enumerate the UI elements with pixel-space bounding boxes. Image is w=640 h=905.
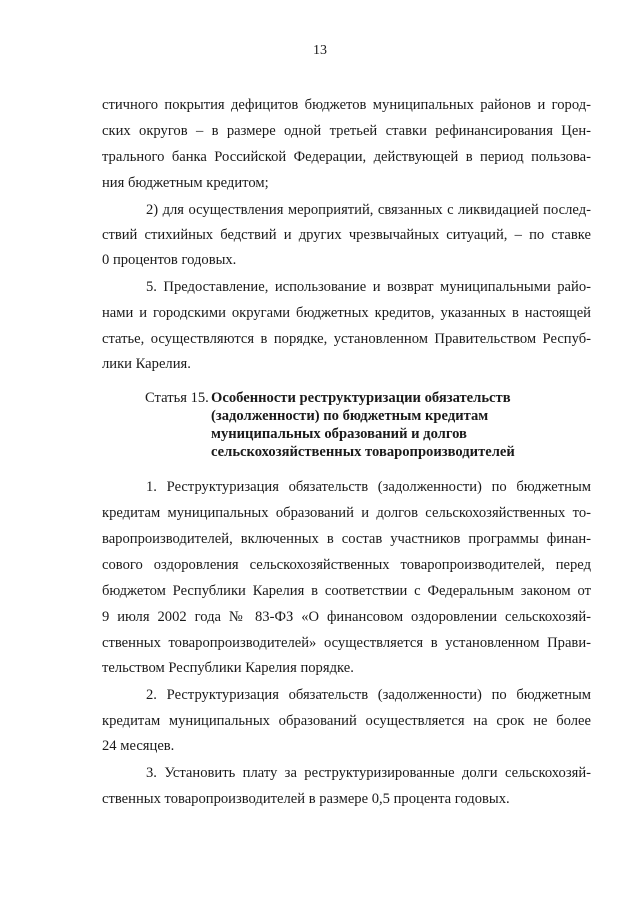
text-line: 0 процентов годовых.	[102, 252, 237, 268]
article-label: Статья 15.	[145, 390, 209, 406]
text-line: бюджетом Республики Карелия в соответствии с Федеральным законом от	[102, 583, 591, 599]
text-line: статье, осуществляются в порядке, установленном Правительством Респуб-	[102, 331, 591, 347]
text-line: 24 месяцев.	[102, 738, 175, 754]
text-line: ния бюджетным кредитом;	[102, 175, 269, 191]
text-line: трального банка Российской Федерации, действующей в период пользова-	[102, 149, 591, 165]
text-line: лики Карелия.	[102, 356, 191, 372]
text-line: ских округов – в размере одной третьей ставки рефинансирования Цен-	[102, 123, 591, 139]
text-line: 2. Реструктуризация обязательств (задолженности) по бюджетным	[146, 687, 591, 703]
text-line: нами и городскими округами бюджетных кредитов, указанных в настоящей	[102, 305, 591, 321]
text-line: 3. Установить плату за реструктуризированные долги сельскохозяй-	[146, 765, 591, 781]
article-title-line: муниципальных образований и долгов	[211, 426, 467, 442]
text-line: 9 июля 2002 года № 83-ФЗ «О финансовом оздоровлении сельскохозяй-	[102, 609, 591, 625]
text-line: 5. Предоставление, использование и возврат муниципальными райо-	[146, 279, 591, 295]
article-title-line: (задолженности) по бюджетным кредитам	[211, 408, 489, 424]
text-line: ствий стихийных бедствий и других чрезвычайных ситуаций, – по ставке	[102, 227, 591, 243]
text-line: стичного покрытия дефицитов бюджетов муниципальных районов и город-	[102, 97, 591, 113]
text-line: тельством Республики Карелия порядке.	[102, 660, 354, 676]
article-title-line: Особенности реструктуризации обязательств	[211, 390, 511, 406]
text-line: 2) для осуществления мероприятий, связанных с ликвидацией послед-	[146, 202, 591, 218]
page-number: 13	[313, 43, 327, 58]
text-line: варопроизводителей, включенных в состав участников программы финан-	[102, 531, 591, 547]
text-line: кредитам муниципальных образований осуществляется на срок не более	[102, 713, 591, 729]
article-title-line: сельскохозяйственных товаропроизводителей	[211, 444, 515, 460]
text-line: 1. Реструктуризация обязательств (задолженности) по бюджетным	[146, 479, 591, 495]
text-line: ственных товаропроизводителей в размере 0,5 процента годовых.	[102, 791, 510, 807]
text-line: ственных товаропроизводителей» осуществляется в установленном Прави-	[102, 635, 591, 651]
text-line: кредитам муниципальных образований и долгов сельскохозяйственных то-	[102, 505, 591, 521]
text-line: сового оздоровления сельскохозяйственных товаропроизводителей, перед	[102, 557, 591, 573]
